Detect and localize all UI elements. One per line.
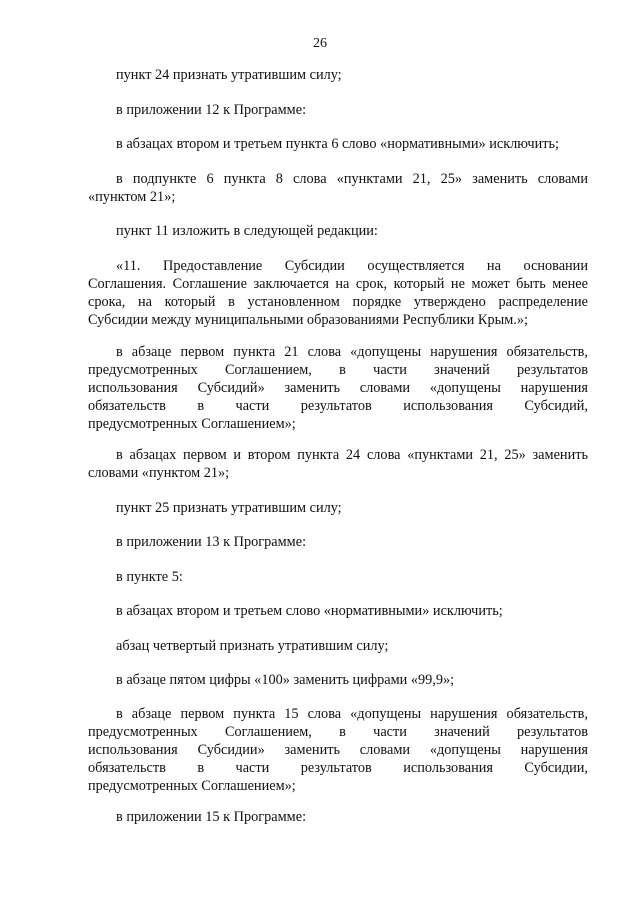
text-line: в абзаце пятом цифры «100» заменить цифрами «99,9»; [116,672,455,688]
text-line: абзац четвертый признать утратившим силу; [116,638,389,654]
paragraph [88,343,588,433]
text-line: срока, на который в установленном порядке утверждено распределение [88,294,588,310]
text-line: в абзаце первом пункта 15 слова «допущены нарушения обязательств, [116,706,588,722]
paragraph [88,533,588,551]
text-line: «11. Предоставление Субсидии осуществляется на основании [116,258,588,274]
text-line: «пунктом 21»; [88,189,176,205]
paragraph [88,222,588,240]
text-line: в абзацах втором и третьем слово «нормативными» исключить; [116,603,503,619]
text-line: обязательств в части результатов использования Субсидий, [88,398,588,414]
text-line: Соглашения. Соглашение заключается на срок, который не может быть менее [88,276,588,292]
text-line: в приложении 15 к Программе: [116,809,307,825]
text-line: предусмотренных Соглашением»; [88,778,296,794]
text-line: использования Субсидий» заменить словами «допущены нарушения [88,380,588,396]
text-line: словами «пунктом 21»; [88,465,230,481]
paragraph [88,257,588,329]
paragraph [88,705,588,795]
paragraph [88,101,588,119]
text-line: предусмотренных Соглашением, в части значений результатов [88,362,588,378]
text-line: в приложении 13 к Программе: [116,534,307,550]
paragraph [88,170,588,206]
paragraph [88,637,588,655]
text-line: пункт 25 признать утратившим силу; [116,500,342,516]
paragraph [88,568,588,586]
text-line: Субсидии между муниципальными образованиями Республики Крым.»; [88,312,528,328]
paragraph [88,671,588,689]
text-line: в абзацах втором и третьем пункта 6 слово «нормативными» исключить; [116,136,559,152]
paragraph [88,135,588,153]
text-line: пункт 11 изложить в следующей редакции: [116,223,378,239]
text-line: в абзаце первом пункта 21 слова «допущены нарушения обязательств, [116,344,588,360]
paragraph [88,602,588,620]
text-line: пункт 24 признать утратившим силу; [116,67,342,83]
paragraph [88,499,588,517]
text-line: в абзацах первом и втором пункта 24 слова «пунктами 21, 25» заменить [116,447,588,463]
page-number: 26 [313,36,327,51]
text-line: использования Субсидии» заменить словами «допущены нарушения [88,742,588,758]
text-line: в приложении 12 к Программе: [116,102,307,118]
text-line: в подпункте 6 пункта 8 слова «пунктами 21, 25» заменить словами [116,171,588,187]
text-line: обязательств в части результатов использования Субсидии, [88,760,588,776]
text-line: предусмотренных Соглашением, в части значений результатов [88,724,588,740]
paragraph [88,446,588,482]
paragraph [88,66,588,84]
paragraph [88,808,588,826]
text-line: предусмотренных Соглашением»; [88,416,296,432]
text-line: в пункте 5: [116,569,183,585]
